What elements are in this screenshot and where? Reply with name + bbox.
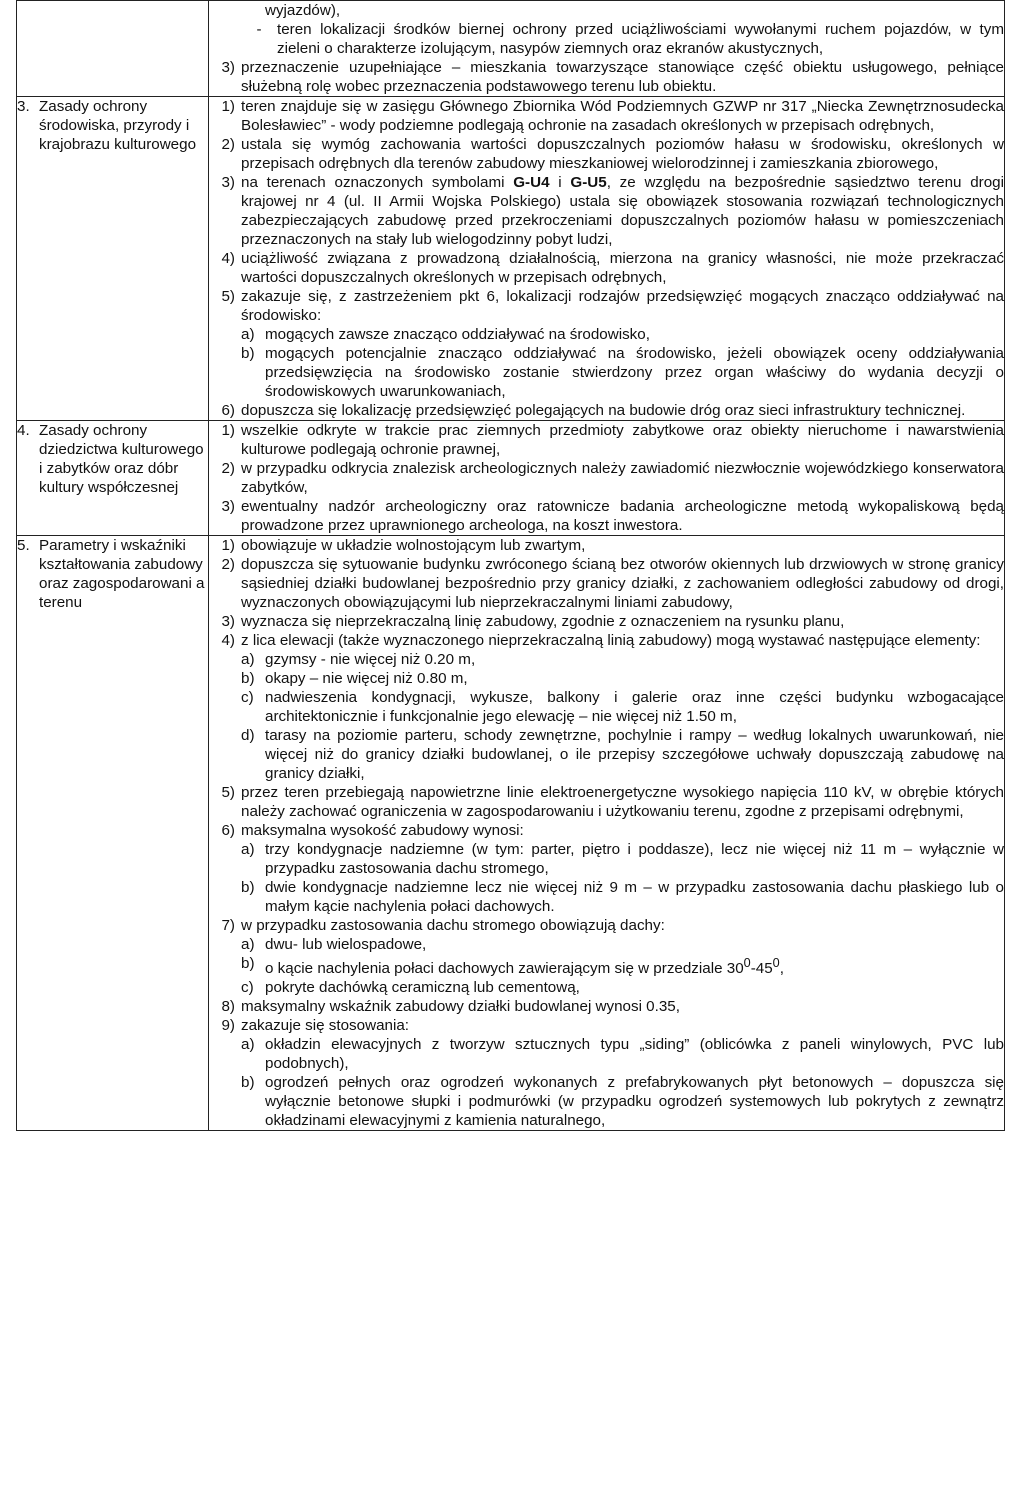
section-title: Parametry i wskaźniki kształtowania zabudowy oraz zagospodarowani a terenu bbox=[39, 537, 205, 611]
list-item bbox=[209, 497, 1004, 535]
item-text: zakazuje się, z zastrzeżeniem pkt 6, lokalizacji rodzajów przedsięwzięć mogących znacząco oddziaływać na środowisko: bbox=[241, 288, 1004, 324]
sub-item-text: mogących potencjalnie znacząco oddziaływać na środowisko, jeżeli obowiązek oceny oddziaływania przedsięwzięcia na środowisko zostanie stwierdzony przez organ właściwy do wydania decyzji o środowiskowych uwarunkowaniach, bbox=[265, 345, 1004, 400]
list-item bbox=[209, 631, 1004, 650]
item-number: 1) bbox=[221, 537, 235, 554]
sub-item bbox=[209, 325, 1004, 344]
item-text: wyznacza się nieprzekraczalną linię zabudowy, zgodnie z oznaczeniem na rysunku planu, bbox=[241, 613, 845, 630]
sub-item-text: mogących zawsze znacząco oddziaływać na środowisko, bbox=[265, 326, 650, 343]
section-label bbox=[17, 97, 209, 421]
sub-item bbox=[209, 1035, 1004, 1073]
item-text: w przypadku odkrycia znalezisk archeologicznych należy zawiadomić niezwłocznie wojewódzkiego konserwatora zabytków, bbox=[241, 460, 1004, 496]
item-text: przeznaczenie uzupełniające – mieszkania towarzyszące stanowiące część obiektu usługowego, pełniące służebną rolę wobec przeznaczenia podstawowego terenu lub obiektu. bbox=[241, 59, 1004, 95]
section-number: 4. bbox=[17, 422, 30, 439]
item-number: 8) bbox=[221, 998, 235, 1016]
section-content bbox=[209, 421, 1005, 536]
dash-marker: - bbox=[256, 21, 262, 38]
item-number: 2) bbox=[221, 460, 235, 477]
sub-item bbox=[209, 878, 1004, 916]
item-text: w przypadku zastosowania dachu stromego obowiązują dachy: bbox=[241, 917, 665, 934]
sub-item-letter: c) bbox=[241, 979, 254, 997]
sub-item bbox=[209, 935, 1004, 954]
item-number: 6) bbox=[221, 822, 235, 839]
list-item bbox=[209, 459, 1004, 497]
item-number: 3) bbox=[221, 613, 235, 630]
item-text: z lica elewacji (także wyznaczonego nieprzekraczalną linią zabudowy) mogą wystawać następujące elementy: bbox=[241, 632, 981, 649]
sub-item-text: trzy kondygnacje nadziemne (w tym: parter, piętro i poddasze), lecz nie więcej niż 11 m – wyłącznie w przypadku zastosowania dachu stromego, bbox=[265, 841, 1004, 877]
sub-item-text: okapy – nie więcej niż 0.80 m, bbox=[265, 670, 468, 687]
list-item bbox=[209, 536, 1004, 555]
section-number: 5. bbox=[17, 537, 30, 554]
table-row-section-4 bbox=[17, 421, 1005, 536]
list-item bbox=[209, 612, 1004, 631]
sub-item-text: o kącie nachylenia połaci dachowych zawierającym się w przedziale $30^0-45^0$, bbox=[265, 956, 784, 978]
sub-item-text: nadwieszenia kondygnacji, wykusze, balkony i galerie oraz inne części budynku wzbogacające architektonicznie i funkcjonalnie jego elewację – nie więcej niż 1.50 m, bbox=[265, 689, 1004, 725]
sub-item-letter: a) bbox=[241, 936, 255, 953]
item-text: maksymalny wskaźnik zabudowy działki budowlanej wynosi 0.35, bbox=[241, 998, 680, 1016]
sub-item-letter: b) bbox=[241, 1074, 255, 1092]
sub-item-text: okładzin elewacyjnych z tworzyw sztucznych typu „siding” (oblicówka z paneli winylowych, PVC lub podobnych), bbox=[265, 1036, 1004, 1073]
symbol-g-u4: G-U4 bbox=[513, 174, 550, 191]
list-item bbox=[209, 783, 1004, 821]
item-text: teren znajduje się w zasięgu Głównego Zbiornika Wód Podziemnych GZWP nr 317 „Niecka Zewnętrznosudecka Bolesławiec” - wody podziemne podlegają ochronie na zasadach określonych w przepisach odrębnych, bbox=[241, 98, 1004, 134]
sub-item bbox=[209, 978, 1004, 997]
section-title: Zasady ochrony dziedzictwa kulturowego i zabytków oraz dóbr kultury współczesnej bbox=[39, 422, 204, 496]
sub-item-letter: b) bbox=[241, 670, 255, 687]
list-item bbox=[209, 401, 1004, 420]
list-item bbox=[209, 916, 1004, 935]
section-content bbox=[209, 536, 1005, 1131]
sub-item bbox=[209, 840, 1004, 878]
sub-item-text: pokryte dachówką ceramiczną lub cementową, bbox=[265, 979, 580, 997]
item-number: 1) bbox=[221, 422, 235, 439]
dash-item bbox=[209, 20, 1004, 58]
section-label-empty bbox=[17, 1, 209, 97]
item-number: 3) bbox=[221, 498, 235, 515]
sub-item-text: dwie kondygnacje nadziemne lecz nie więcej niż 9 m – w przypadku zastosowania dachu płaskiego lub o małym kącie nachylenia połaci dachowych. bbox=[265, 879, 1004, 915]
item-text: dopuszcza się lokalizację przedsięwzięć polegających na budowie dróg oraz sieci infrastruktury technicznej. bbox=[241, 402, 966, 419]
sub-item bbox=[209, 726, 1004, 783]
item-number: 2) bbox=[221, 556, 235, 573]
sub-item-letter: d) bbox=[241, 727, 255, 744]
table-row-continuation bbox=[17, 1, 1005, 97]
list-item bbox=[209, 135, 1004, 173]
item-number: 9) bbox=[221, 1017, 235, 1035]
list-item bbox=[209, 421, 1004, 459]
item-text: przez teren przebiegają napowietrzne linie elektroenergetyczne wysokiego napięcia 110 kV, w obrębie których należy zachować ograniczenia w zagospodarowaniu i użytkowaniu terenu, zgodne z przepisami odrębnymi, bbox=[241, 784, 1004, 820]
sub-item-letter: a) bbox=[241, 651, 255, 668]
section-title: Zasady ochrony środowiska, przyrody i krajobrazu kulturowego bbox=[39, 98, 197, 153]
section-label bbox=[17, 421, 209, 536]
item-text: na terenach oznaczonych symbolami G-U4 i G-U5, ze względu na bezpośrednie sąsiedztwo terenu drogi krajowej nr 4 (ul. II Armii Wojska Polskiego) ustala się obowiązek stosowania rozwiązań technologicznych zabezpieczających zabudowę przed przekroczeniami dopuszczalnych poziomów hałasu w pomieszczeniach przeznaczonych na stały lub wielogodzinny pobyt ludzi, bbox=[241, 174, 1004, 248]
sub-item-text: dwu- lub wielospadowe, bbox=[265, 936, 427, 953]
item-number: 4) bbox=[221, 250, 235, 267]
item-number: 7) bbox=[221, 917, 235, 934]
item-number: 1) bbox=[221, 98, 235, 115]
dash-item-text: teren lokalizacji środków biernej ochrony przed uciążliwościami wywołanymi ruchem pojazdów, w tym zieleni o charakterze izolującym, nasypów ziemnych oraz ekranów akustycznych, bbox=[277, 21, 1004, 57]
section-content bbox=[209, 1, 1005, 97]
sub-item bbox=[209, 1073, 1004, 1130]
list-item bbox=[209, 997, 1004, 1016]
continued-text: wyjazdów), bbox=[265, 2, 341, 19]
list-item bbox=[209, 97, 1004, 135]
item-text: wszelkie odkryte w trakcie prac ziemnych przedmioty zabytkowe oraz obiekty nieruchome i nawarstwienia kulturowe podlegają ochronie prawnej, bbox=[241, 422, 1004, 458]
item-text: ustala się wymóg zachowania wartości dopuszczalnych poziomów hałasu w środowisku, określonych w przepisach odrębnych dla terenów zabudowy mieszkaniowej wielorodzinnej i zamieszkania zbiorowego, bbox=[241, 136, 1004, 172]
list-item bbox=[209, 555, 1004, 612]
item-number: 2) bbox=[221, 136, 235, 153]
sub-item-letter: a) bbox=[241, 841, 255, 858]
sub-item-letter: b) bbox=[241, 879, 255, 896]
table-row-section-5 bbox=[17, 536, 1005, 1131]
regulations-table bbox=[16, 0, 1005, 1131]
list-item bbox=[209, 58, 1004, 96]
section-number: 3. bbox=[17, 98, 30, 115]
sub-item-letter: c) bbox=[241, 689, 254, 706]
section-label bbox=[17, 536, 209, 1131]
list-item bbox=[209, 821, 1004, 840]
item-number: 5) bbox=[221, 784, 235, 801]
sub-item-text: ogrodzeń pełnych oraz ogrodzeń wykonanych z prefabrykowanych płyt betonowych – dopuszcza się wyłącznie betonowe słupki i podmurówki (w przypadku ogrodzeń systemowych lub pokrytych z zewnątrz okładzinami elewacyjnymi z kamienia naturalnego, bbox=[265, 1074, 1004, 1130]
list-item bbox=[209, 1016, 1004, 1035]
item-text: maksymalna wysokość zabudowy wynosi: bbox=[241, 822, 524, 839]
sub-item-text: gzymsy - nie więcej niż 0.20 m, bbox=[265, 651, 476, 668]
sub-item-letter: b) bbox=[241, 345, 255, 362]
item-text: dopuszcza się sytuowanie budynku zwróconego ścianą bez otworów okiennych lub drzwiowych w stronę granicy sąsiedniej działki budowlanej bezpośrednio przy granicy działki, z zachowaniem odległości zabudowy od drogi, wyznaczonych obowiązującymi lub nieprzekraczalnymi liniami zabudowy, bbox=[241, 556, 1004, 611]
item-number: 3) bbox=[221, 174, 235, 191]
sub-item bbox=[209, 650, 1004, 669]
item-text: zakazuje się stosowania: bbox=[241, 1017, 409, 1035]
sub-item bbox=[209, 344, 1004, 401]
table-row-section-3 bbox=[17, 97, 1005, 421]
item-number: 3) bbox=[221, 59, 235, 76]
item-text: obowiązuje w układzie wolnostojącym lub zwartym, bbox=[241, 537, 586, 554]
symbol-g-u5: G-U5 bbox=[570, 174, 607, 191]
sub-item bbox=[209, 954, 1004, 978]
sub-item bbox=[209, 669, 1004, 688]
list-item bbox=[209, 249, 1004, 287]
section-content bbox=[209, 97, 1005, 421]
item-text: uciążliwość związana z prowadzoną działalnością, mierzona na granicy własności, nie może przekraczać wartości dopuszczalnych określonych w przepisach odrębnych, bbox=[241, 250, 1004, 286]
item-text: ewentualny nadzór archeologiczny oraz ratownicze badania archeologiczne metodą wykopaliskową będą prowadzone przez uprawnionego archeologa, na koszt inwestora. bbox=[241, 498, 1004, 534]
sub-item-letter: a) bbox=[241, 1036, 255, 1054]
list-item bbox=[209, 287, 1004, 325]
item-number: 6) bbox=[221, 402, 235, 419]
sub-item bbox=[209, 688, 1004, 726]
list-item bbox=[209, 173, 1004, 249]
item-number: 4) bbox=[221, 632, 235, 649]
item-number: 5) bbox=[221, 288, 235, 305]
sub-item-letter: b) bbox=[241, 955, 255, 972]
sub-item-text: tarasy na poziomie parteru, schody zewnętrzne, pochylnie i rampy – według lokalnych uwarunkowań, nie więcej niż do granicy działki budowlanej, o ile przepisy szczegółowe uchwały dopuszczają zabudowę na granicy działki, bbox=[265, 727, 1004, 782]
sub-item-letter: a) bbox=[241, 326, 255, 343]
